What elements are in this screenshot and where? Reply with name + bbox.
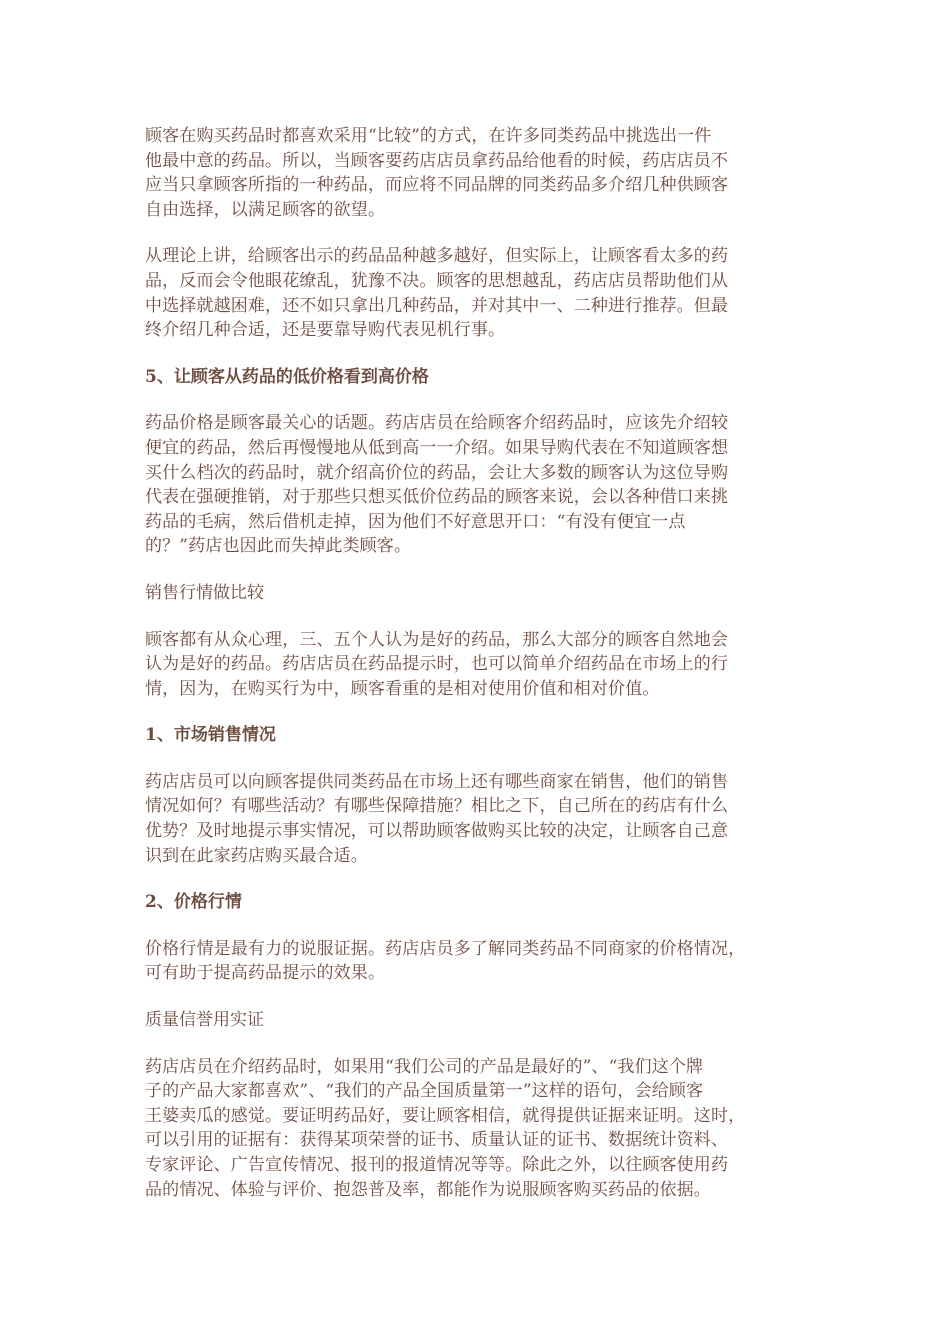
paragraph-compare-choice: 顾客在购买药品时都喜欢采用“比较”的方式，在许多同类药品中挑选出一件 他最中意的药品。所以，当顾客要药店店员拿药品给他看的时候，药店店员不 应当只拿顾客所指的一种药品，而应将不同品牌的同类药品多介绍几种供顾客 自由选择，以满足顾客的欲望。 xyxy=(145,126,729,220)
subheading-quality-proof: 质量信誉用实证 xyxy=(145,1010,264,1031)
paragraph-market-sales: 药店店员可以向顾客提供同类药品在市场上还有哪些商家在销售，他们的销售 情况如何？有哪些活动？有哪些保障措施？相比之下，自己所在的药店有什么 优势？及时地提示事实情况，可以帮助顾客做购买比较的决定，让顾客自己意 识到在此家药店购买最合适。 xyxy=(145,771,729,866)
section-heading-low-to-high-price: 5、让顾客从药品的低价格看到高价格 xyxy=(145,366,429,387)
section-heading-market-sales: 1、市场销售情况 xyxy=(145,725,276,746)
subheading-sales-comparison: 销售行情做比较 xyxy=(145,582,264,603)
document-page xyxy=(145,124,805,1224)
paragraph-quantity-theory: 从理论上讲，给顾客出示的药品品种越多越好，但实际上，让顾客看太多的药 品，反而会令他眼花缭乱，犹豫不决。顾客的思想越乱，药店店员帮助他们从 中选择就越困难，还不如只拿出几种药品，并对其中一、二种进行推荐。但最 终介绍几种合适，还是要靠导购代表见机行事。 xyxy=(145,246,729,341)
paragraph-price-concern: 药品价格是顾客最关心的话题。药店店员在给顾客介绍药品时，应该先介绍较 便宜的药品，然后再慢慢地从低到高一一介绍。如果导购代表在不知道顾客想 买什么档次的药品时，就介绍高价位的药品，会让大多数的顾客认为这位导购 代表在强硬推销，对于那些只想买低价位药品的顾客来说，会以各种借口来挑 药品的毛病，然后借机走掉，因为他们不好意思开口：“有没有便宜一点 的？”药店也因此而失掉此类顾客。 xyxy=(145,413,729,557)
paragraph-price-market: 价格行情是最有力的说服证据。药店店员多了解同类药品不同商家的价格情况， 可有助于提高药品提示的效果。 xyxy=(145,938,746,984)
section-heading-price-market: 2、价格行情 xyxy=(145,892,242,913)
paragraph-quality-proof: 药店店员在介绍药品时，如果用“我们公司的产品是最好的”、“我们这个牌 子的产品大家都喜欢”、“我们的产品全国质量第一”这样的语句，会给顾客 王婆卖瓜的感觉。要证明药品好，要让顾客相信，就得提供证据来证明。这时， 可以引用的证据有：获得某项荣誉的证书、质量认证的证书、数据统计资料、 专家评论、广告宣传情况、报刊的报道情况等等。除此之外，以往顾客使用药 品的情况、体验与评价、抱怨普及率，都能作为说服顾客购买药品的依据。 xyxy=(145,1056,746,1200)
paragraph-herd-mentality: 顾客都有从众心理，三、五个人认为是好的药品，那么大部分的顾客自然地会 认为是好的药品。药店店员在药品提示时，也可以简单介绍药品在市场上的行 情，因为，在购买行为中，顾客看重的是相对使用价值和相对价值。 xyxy=(145,629,729,699)
